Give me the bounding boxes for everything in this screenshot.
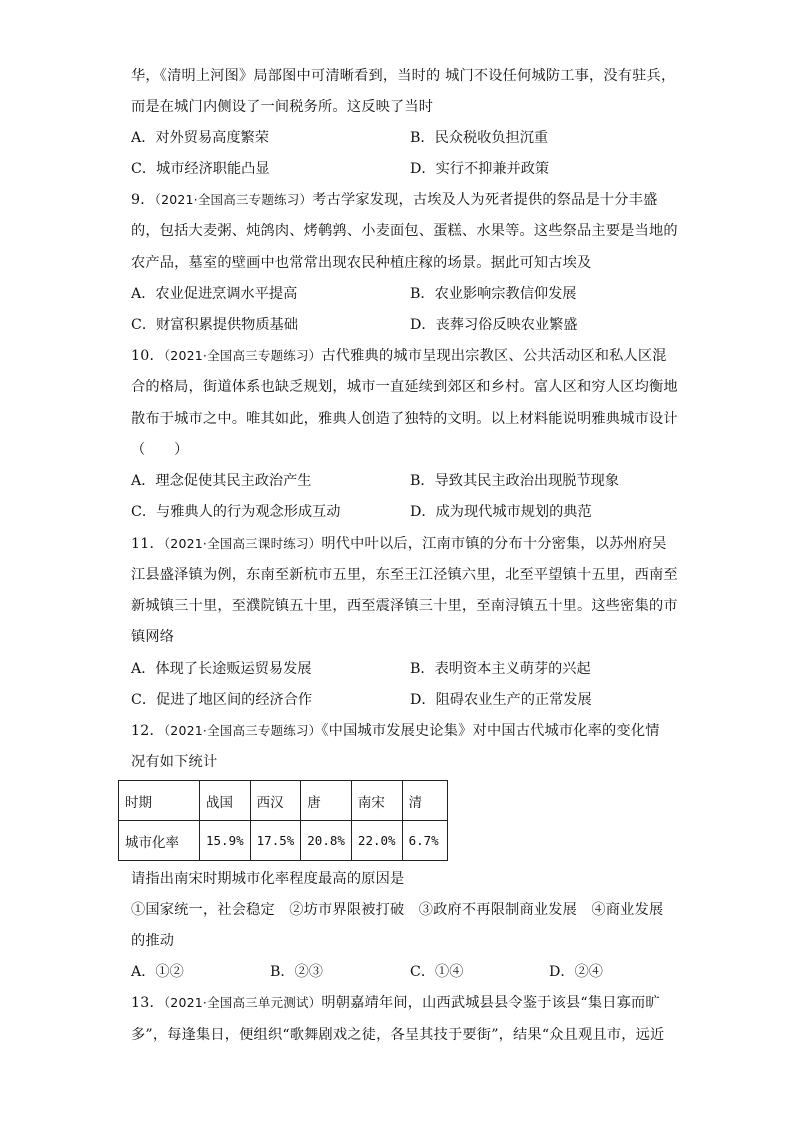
q9-option-a[interactable]: A．农业促进烹调水平提高 bbox=[131, 286, 298, 302]
table-row bbox=[119, 821, 448, 861]
q12-stem-line-2: 况有如下统计 bbox=[131, 754, 218, 770]
q10-stem-line-3: 散布于城市之中。唯其如此，雅典人创造了独特的文明。以上材料能说明雅典城市设计 bbox=[131, 411, 678, 427]
q10-option-c[interactable]: C．与雅典人的行为观念形成互动 bbox=[131, 504, 341, 520]
q12-option-a[interactable]: A．①② bbox=[131, 964, 184, 980]
q10-first-line bbox=[131, 346, 671, 366]
table-cell: 22.0% bbox=[351, 821, 402, 861]
q11-number: 11． bbox=[131, 536, 164, 552]
q13-number: 13． bbox=[131, 995, 164, 1011]
q11-option-d[interactable]: D．阻碍农业生产的正常发展 bbox=[410, 692, 592, 708]
table-cell: 15.9% bbox=[200, 821, 251, 861]
q12-number: 12． bbox=[131, 723, 164, 739]
q10-option-d[interactable]: D．成为现代城市规划的典范 bbox=[410, 504, 592, 520]
q10-option-a[interactable]: A．理念促使其民主政治产生 bbox=[131, 473, 312, 489]
q11-stem-line-4: 镇网络 bbox=[131, 629, 175, 645]
q11-option-b[interactable]: B．表明资本主义萌芽的兴起 bbox=[410, 661, 591, 677]
table-cell: 20.8% bbox=[301, 821, 352, 861]
table-header-cell: 战国 bbox=[200, 781, 251, 821]
q9-source: （2021·全国高三专题练习） bbox=[154, 192, 313, 207]
q12-prompt: 请指出南宋时期城市化率程度最高的原因是 bbox=[131, 871, 405, 887]
table-cell: 城市化率 bbox=[119, 821, 200, 861]
q11-first-line bbox=[131, 534, 671, 554]
q9-first-line bbox=[131, 190, 671, 210]
q9-option-b[interactable]: B．农业影响宗教信仰发展 bbox=[410, 286, 577, 302]
q13-stem-line-1: 明朝嘉靖年间，山西武城县县令鉴于该县“集日寡而旷 bbox=[321, 995, 660, 1011]
table-header-cell: 清 bbox=[402, 781, 447, 821]
q12-stem-line-1: 《中国城市发展史论集》对中国古代城市化率的变化情 bbox=[321, 723, 660, 739]
table-cell: 17.5% bbox=[250, 821, 301, 861]
q10-source: （2021·全国高三专题练习） bbox=[163, 348, 322, 363]
q9-option-d[interactable]: D．丧葬习俗反映农业繁盛 bbox=[410, 317, 578, 333]
q9-option-c[interactable]: C．财富积累提供物质基础 bbox=[131, 317, 298, 333]
q12-choices-line-1: ①国家统一，社会稳定 ②坊市界限被打破 ③政府不再限制商业发展 ④商业发展 bbox=[131, 902, 664, 918]
q11-stem-line-3: 新城镇三十里，至濮院镇五十里，西至震泽镇三十里，至南浔镇五十里。这些密集的市 bbox=[131, 598, 678, 614]
q10-stem-line-2: 合的格局，街道体系也缺乏规划，城市一直延续到郊区和乡村。富人区和穷人区均衡地 bbox=[131, 379, 678, 395]
q13-first-line bbox=[131, 993, 671, 1013]
q8-option-d[interactable]: D．实行不抑兼并政策 bbox=[410, 161, 550, 177]
q12-option-d[interactable]: D．②④ bbox=[549, 964, 603, 980]
q10-answer-blank: （ ） bbox=[131, 442, 189, 458]
table-header-cell: 西汉 bbox=[250, 781, 301, 821]
q11-stem-line-2: 江县盛泽镇为例，东南至新杭市五里，东至王江泾镇六里，北至平望镇十五里，西南至 bbox=[131, 567, 678, 583]
q13-stem-line-2: 多”，每逢集日，便组织“歌舞剧戏之徒，各呈其技于要街”，结果“众且观且市，远近 bbox=[131, 1027, 665, 1043]
q9-stem-line-3: 农产品，墓室的壁画中也常常出现农民种植庄稼的场景。据此可知古埃及 bbox=[131, 255, 592, 271]
q8-stem-line-1: 华，《清明上河图》局部图中可清晰看到，当时的 城门不设任何城防工事，没有驻兵， bbox=[131, 68, 676, 84]
q9-number: 9． bbox=[131, 192, 155, 208]
q8-option-a[interactable]: A．对外贸易高度繁荣 bbox=[131, 130, 269, 146]
q9-stem-line-1: 考古学家发现，古埃及人为死者提供的祭品是十分丰盛 bbox=[312, 192, 658, 208]
table-header-cell: 唐 bbox=[301, 781, 352, 821]
table-header-row bbox=[119, 781, 448, 821]
q8-option-c[interactable]: C．城市经济职能凸显 bbox=[131, 161, 270, 177]
urbanization-table bbox=[118, 780, 448, 861]
table-cell: 6.7% bbox=[402, 821, 447, 861]
q12-option-c[interactable]: C．①④ bbox=[410, 964, 464, 980]
q11-source: （2021·全国高三课时练习） bbox=[163, 536, 322, 551]
q8-option-b[interactable]: B．民众税收负担沉重 bbox=[410, 130, 549, 146]
table-header-cell: 时期 bbox=[119, 781, 200, 821]
q12-choices-line-2: 的推动 bbox=[131, 933, 175, 949]
q12-source: （2021·全国高三专题练习） bbox=[163, 723, 322, 738]
q11-option-a[interactable]: A．体现了长途贩运贸易发展 bbox=[131, 661, 312, 677]
q13-source: （2021·全国高三单元测试） bbox=[163, 995, 322, 1010]
q11-option-c[interactable]: C．促进了地区间的经济合作 bbox=[131, 692, 313, 708]
q9-stem-line-2: 的，包括大麦粥、炖鸽肉、烤鹌鹑、小麦面包、蛋糕、水果等。这些祭品主要是当地的 bbox=[131, 223, 678, 239]
q10-number: 10． bbox=[131, 348, 164, 364]
q12-option-b[interactable]: B．②③ bbox=[270, 964, 323, 980]
q10-stem-line-1: 古代雅典的城市呈现出宗教区、公共活动区和私人区混 bbox=[321, 348, 667, 364]
q12-first-line bbox=[131, 721, 671, 741]
q11-stem-line-1: 明代中叶以后，江南市镇的分布十分密集，以苏州府吴 bbox=[321, 536, 667, 552]
table-header-cell: 南宋 bbox=[351, 781, 402, 821]
q8-stem-line-2: 而是在城门内侧设了一间税务所。这反映了当时 bbox=[131, 99, 434, 115]
q10-option-b[interactable]: B．导致其民主政治出现脱节现象 bbox=[410, 473, 620, 489]
